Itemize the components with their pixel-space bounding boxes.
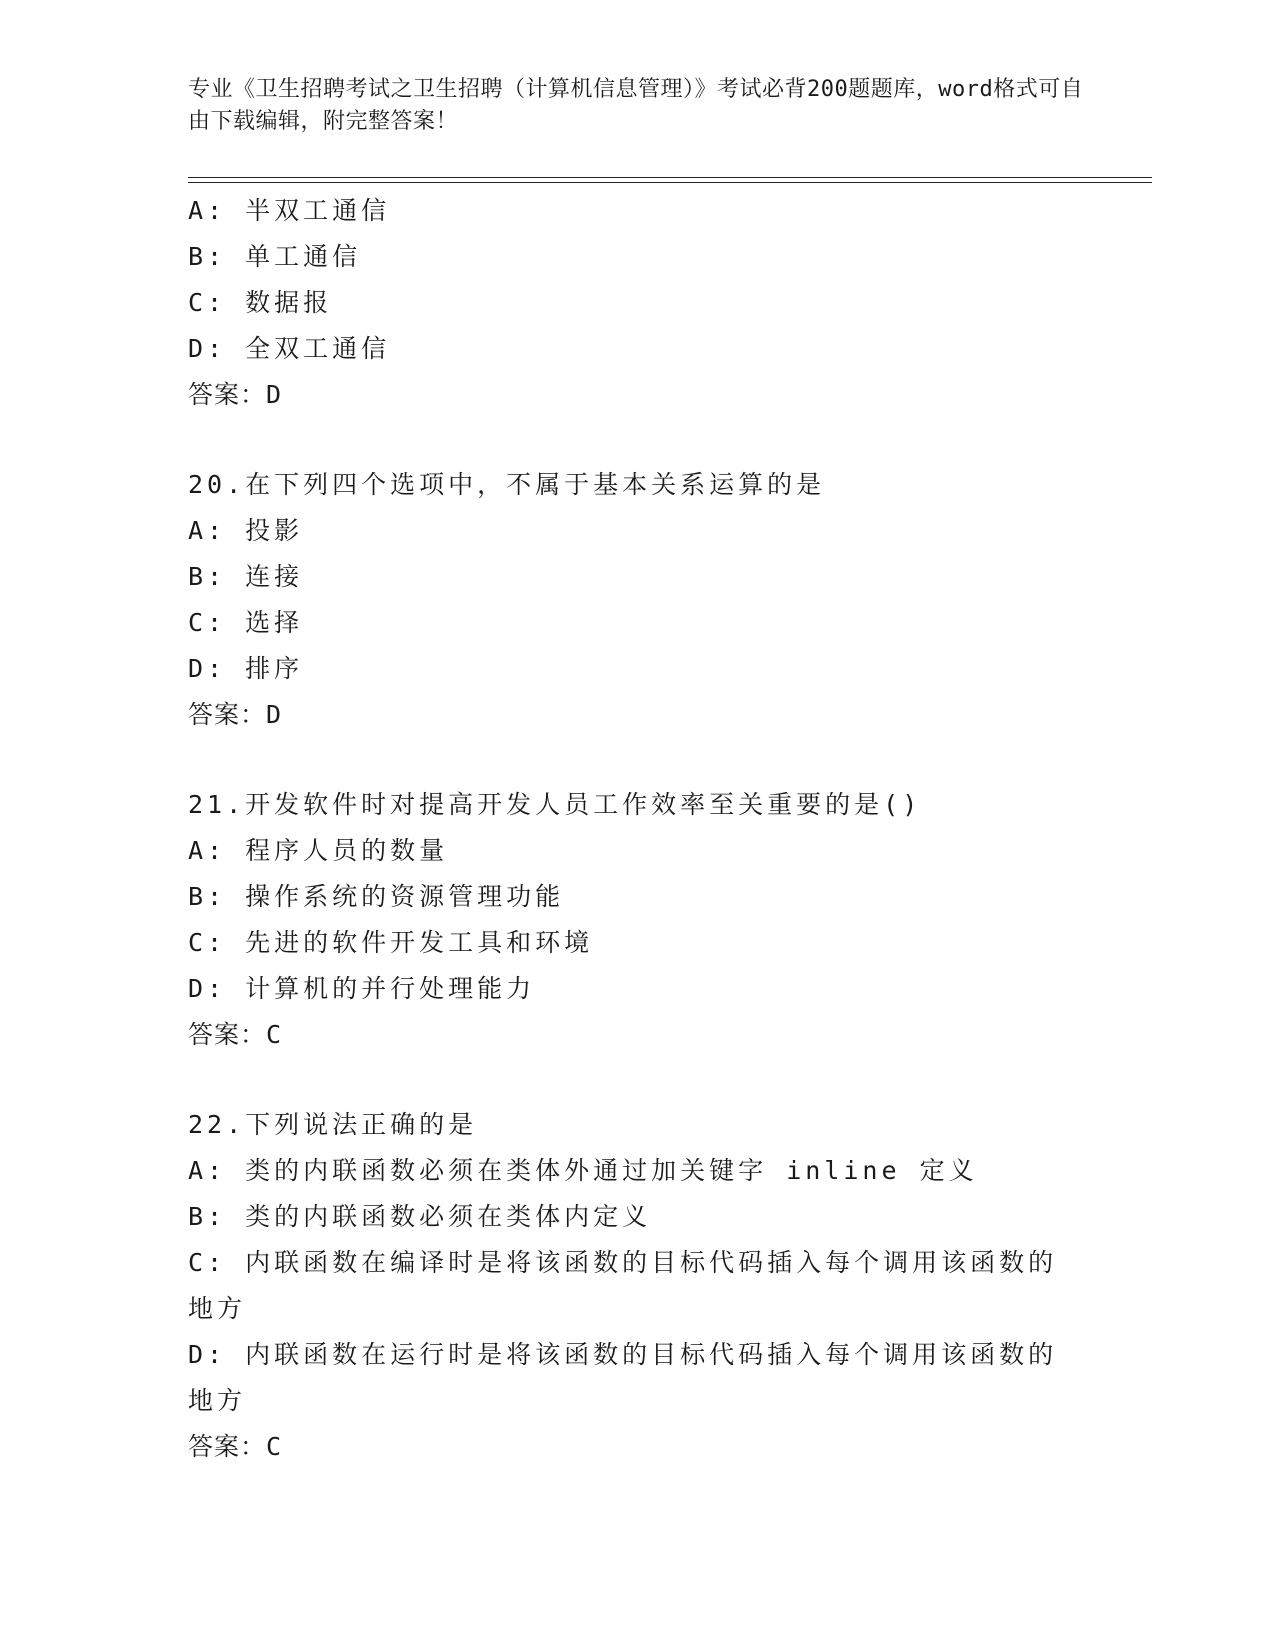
spacer — [188, 738, 1088, 782]
option-c: C: 数据报 — [188, 288, 333, 317]
question-21 — [188, 782, 1088, 1058]
option-d: D: 内联函数在运行时是将该函数的目标代码插入每个调用该函数的地方 — [188, 1340, 1058, 1415]
option-c: C: 内联函数在编译时是将该函数的目标代码插入每个调用该函数的地方 — [188, 1248, 1058, 1323]
answer: 答案：D — [188, 380, 283, 409]
option-d: D: 排序 — [188, 654, 304, 683]
question-text: 20.在下列四个选项中，不属于基本关系运算的是 — [188, 470, 826, 499]
option-b: B: 类的内联函数必须在类体内定义 — [188, 1202, 652, 1231]
question-20 — [188, 462, 1088, 738]
question-22 — [188, 1102, 1088, 1470]
option-d: D: 全双工通信 — [188, 334, 391, 363]
answer: 答案：D — [188, 700, 283, 729]
answer: 答案：C — [188, 1020, 283, 1049]
option-c: C: 先进的软件开发工具和环境 — [188, 928, 594, 957]
option-b: B: 连接 — [188, 562, 304, 591]
header-divider — [188, 177, 1152, 183]
question-text: 21.开发软件时对提高开发人员工作效率至关重要的是() — [188, 790, 922, 819]
option-a: A: 类的内联函数必须在类体外通过加关键字 inline 定义 — [188, 1156, 978, 1185]
option-a: A: 投影 — [188, 516, 304, 545]
document-header: 专业《卫生招聘考试之卫生招聘（计算机信息管理）》考试必背200题题库，word格式可自由下载编辑，附完整答案！ — [188, 77, 1084, 134]
option-b: B: 操作系统的资源管理功能 — [188, 882, 565, 911]
option-c: C: 选择 — [188, 608, 304, 637]
spacer — [188, 1058, 1088, 1102]
option-d: D: 计算机的并行处理能力 — [188, 974, 536, 1003]
option-b: B: 单工通信 — [188, 242, 362, 271]
question-19 — [188, 188, 1088, 418]
option-a: A: 半双工通信 — [188, 196, 391, 225]
question-list — [188, 188, 1088, 1470]
question-text: 22.下列说法正确的是 — [188, 1110, 478, 1139]
answer: 答案：C — [188, 1432, 283, 1461]
option-a: A: 程序人员的数量 — [188, 836, 449, 865]
spacer — [188, 418, 1088, 462]
